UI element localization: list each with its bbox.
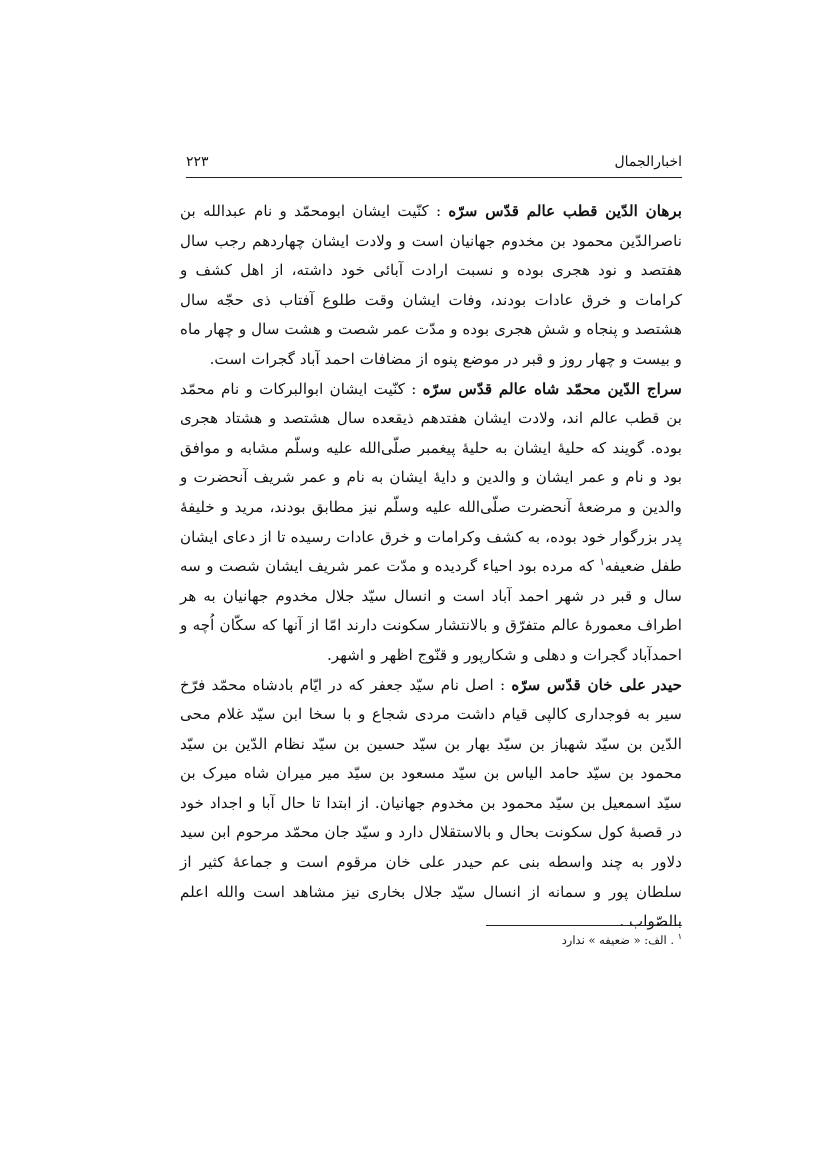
footnote-text: . الف: « ضعیفه » ندارد	[561, 933, 675, 947]
footnote-rule	[486, 925, 682, 926]
main-text	[180, 197, 682, 937]
paragraph-haydar-ali-khan	[180, 671, 682, 937]
paragraph-body-continued: که مرده بود احیاء گردیده و مدّت عمر شریف ایشان شصت و سه سال و قبر در شهر احمد آباد است و انسال سیّد جلال مخدوم جهانیان به هر اطراف معمورهٔ عالم متفرّق و بالانتشار سکونت دارند امّا از آنها که سکّان اُچه و احمدآباد گجرات و دهلی و شکارپور و قنّوج اظهر و اشهر.	[180, 557, 682, 664]
paragraph-heading: سراج الدّین محمّد شاه عالم قدّس سرّه	[422, 379, 682, 398]
paragraph-heading: برهان الدّین قطب عالم قدّس سرّه	[448, 202, 682, 220]
page-number: ۲۲۳	[186, 154, 209, 170]
header-rule	[186, 177, 682, 178]
footnote-reference[interactable]: ۱	[599, 557, 605, 569]
paragraph-body: : کنّیت ایشان ابوالبرکات و نام محمّد بن قطب عالم اند، ولادت ایشان هفتدهم ذیقعده سال هشتصد و هشتاد هجری بوده. گویند که حلیهٔ ایشان به حلیهٔ پیغمبر صلّی‌الله علیه وسلّم مشابه و موافق بود و نام و عمر ایشان و والدین و دایهٔ ایشان به نام و عمر شریف آنحضرت و والدین و مرضعهٔ آنحضرت صلّی‌الله علیه وسلّم نیز مطابق بودند، مرید و خلیفهٔ پدر بزرگوار خود بوده، به کشف وکرامات و خرق عادات رسیده تا از دعای ایشان طفل ضعیفه	[180, 379, 682, 576]
paragraph-body: : کنّیت ایشان ابومحمّد و نام عبدالله بن ناصرالدّین محمود بن مخدوم جهانیان است و ولادت ایشان چهاردهم رجب سال هفتصد و نود هجری بوده و نسبت ارادت آبائی خود داشته، از اهل کشف و کرامات و خرق عادات بودند، وفات ایشان وقت طلوع آفتاب ذی حجّه سال هشتصد و پنجاه و شش هجری بوده و مدّت عمر شصت و هشت سال و چهار ماه و بیست و چهار روز و قبر در موضع پنوه از مضافات احمد آباد گجرات است.	[180, 202, 682, 368]
paragraph-burhan-al-din	[180, 197, 682, 375]
footnote-number: ۱	[677, 932, 682, 942]
paragraph-heading: حیدر علی خان قدّس سرّه	[511, 675, 682, 694]
running-title: اخبارالجمال	[614, 154, 682, 170]
paragraph-siraj-al-din	[180, 375, 682, 671]
page-header	[186, 150, 682, 174]
footnote	[400, 930, 682, 950]
paragraph-body: : اصل نام سیّد جعفر که در ایّام بادشاه محمّد فرّخ سیر به فوجداری کالپی قیام داشت مردی شجاع و با سخا ابن سیّد غلام محی الدّین بن سیّد شهباز بن سیّد بهار بن سیّد حسین بن سیّد نظام الدّین بن سیّد محمود بن سیّد حامد الیاس بن سیّد مسعود بن سیّد میر میران شاه میرک بن سیّد اسمعیل بن سیّد محمود بن مخدوم جهانیان. از ابتدا تا حال آبا و اجداد خود در قصبهٔ کول سکونت بحال و بالاستقلال دارد و سیّد جان محمّد مرحوم ابن سید دلاور به چند واسطه بنی عم حیدر علی خان مرقوم است و جماعهٔ کثیر از سلطان پور و سمانه از انسال سیّد جلال بخاری نیز مشاهد است والله اعلم بالصّواب .	[180, 675, 682, 931]
